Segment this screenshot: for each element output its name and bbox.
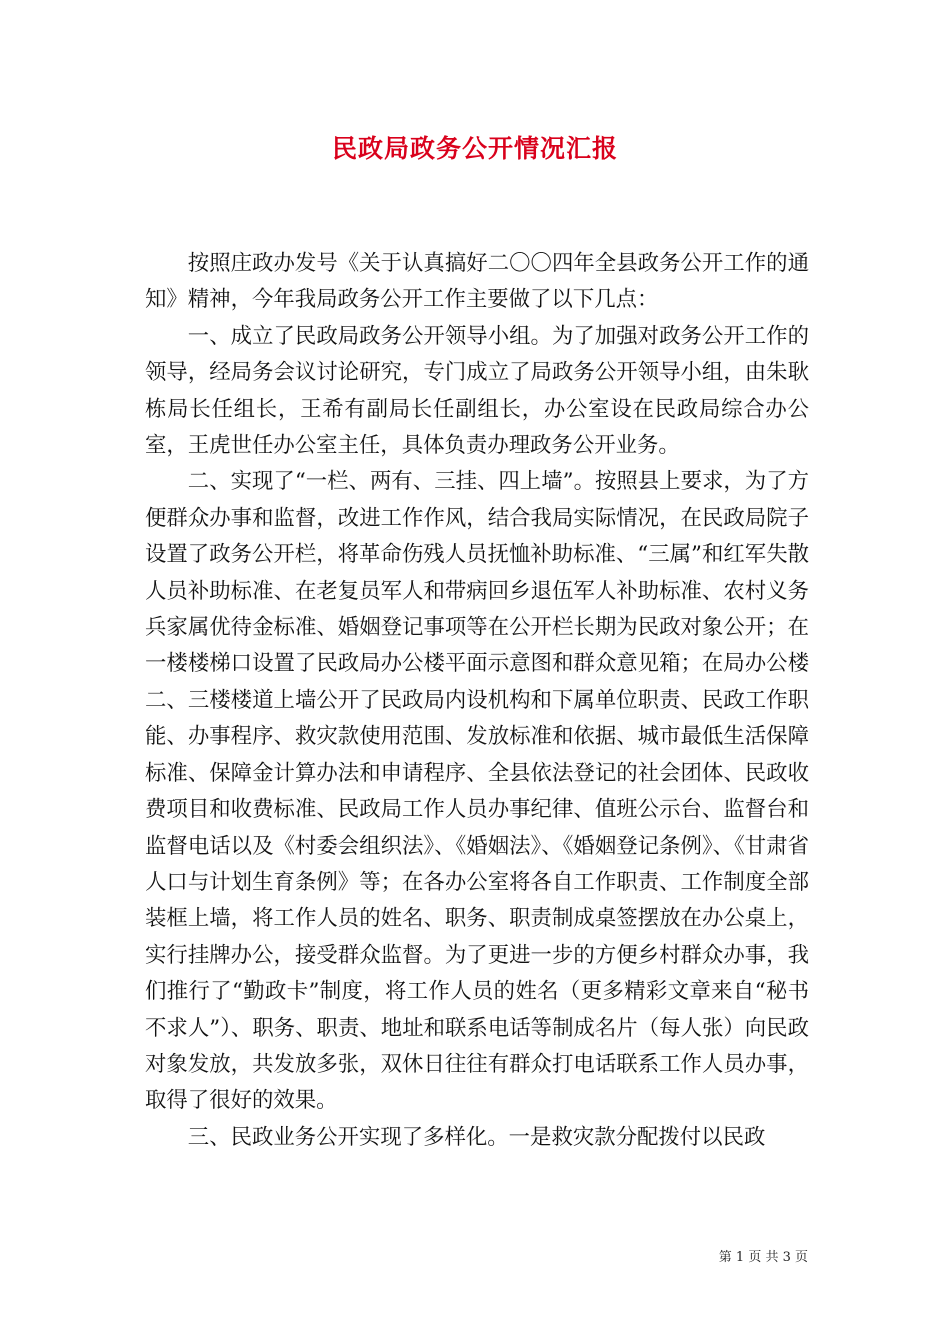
paragraph-section-two: 二、实现了“一栏、两有、三挂、四上墙”。按照县上要求，为了方便群众办事和监督，改进工作作风，结合我局实际情况，在民政局院子设置了政务公开栏，将革命伤残人员抚恤补助标准、“三属”和红军失散人员补助标准、在老复员军人和带病回乡退伍军人补助标准、农村义务兵家属优待金标准、婚姻登记事项等在公开栏长期为民政对象公开；在一楼楼梯口设置了民政局办公楼平面示意图和群众意见箱；在局办公楼二、三楼楼道上墙公开了民政局内设机构和下属单位职责、民政工作职能、办事程序、救灾款使用范围、发放标准和依据、城市最低生活保障标准、保障金计算办法和申请程序、全县依法登记的社会团体、民政收费项目和收费标准、民政局工作人员办事纪律、值班公示台、监督台和监督电话以及《村委会组织法》、《婚姻法》、《婚姻登记条例》、《甘肃省人口与计划生育条例》等；在各办公室将各自工作职责、工作制度全部装框上墙，将工作人员的姓名、职务、职责制成桌签摆放在办公桌上，实行挂牌办公，接受群众监督。为了更进一步的方便乡村群众办事，我们推行了“勤政卡”制度，将工作人员的姓名（更多精彩文章来自“秘书不求人”）、职务、职责、地址和联系电话等制成名片（每人张）向民政对象发放，共发放多张，双休日往往有群众打电话联系工作人员办事，取得了很好的效果。 (145, 469, 809, 1114)
document-title: 民政局政务公开情况汇报 (331, 134, 618, 163)
page-number-footer: 第 1 页 共 3 页 (718, 1250, 808, 1265)
paragraph-section-three: 三、民政业务公开实现了多样化。一是救灾款分配拨付以民政 (187, 1124, 766, 1150)
document-body (145, 246, 809, 1156)
paragraph-intro: 按照庄政办发号《关于认真搞好二〇〇四年全县政务公开工作的通知》精神，今年我局政务公开工作主要做了以下几点： (145, 251, 809, 313)
paragraph-section-one: 一、成立了民政局政务公开领导小组。为了加强对政务公开工作的领导，经局务会议讨论研究，专门成立了局政务公开领导小组，由朱耿栋局长任组长，王希有副局长任副组长，办公室设在民政局综合办公室，王虎世任办公室主任，具体负责办理政务公开业务。 (145, 323, 809, 459)
